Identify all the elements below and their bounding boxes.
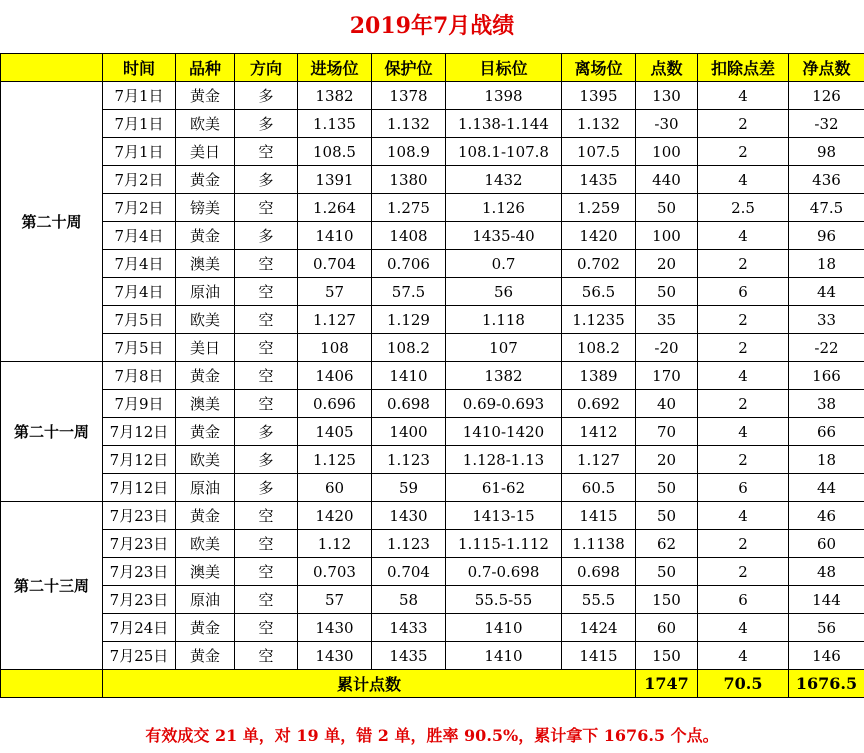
table-cell: 1406 [298, 362, 372, 390]
table-cell: 空 [235, 278, 298, 306]
table-cell: 黄金 [176, 82, 235, 110]
table-cell: 44 [789, 474, 864, 502]
table-cell: 黄金 [176, 222, 235, 250]
table-cell: 空 [235, 306, 298, 334]
table-row [1, 82, 864, 110]
table-cell: 7月12日 [103, 446, 176, 474]
week-label: 第二十一周 [1, 362, 103, 502]
table-cell: 1435 [562, 166, 636, 194]
table-cell: 108.5 [298, 138, 372, 166]
table-cell: 50 [636, 502, 698, 530]
table-cell: 1.128-1.13 [446, 446, 562, 474]
table-cell: 1382 [298, 82, 372, 110]
table-cell: 1.135 [298, 110, 372, 138]
table-cell: 108.2 [562, 334, 636, 362]
table-cell: 1432 [446, 166, 562, 194]
table-cell: 7月4日 [103, 278, 176, 306]
table-cell: 多 [235, 166, 298, 194]
table-cell: 1395 [562, 82, 636, 110]
total-net: 1676.5 [789, 670, 864, 698]
table-cell: 1.125 [298, 446, 372, 474]
table-cell: 1410 [446, 614, 562, 642]
table-cell: 1.126 [446, 194, 562, 222]
table-cell: -30 [636, 110, 698, 138]
table-cell: 1.275 [372, 194, 446, 222]
table-cell: 空 [235, 362, 298, 390]
table-cell: 澳美 [176, 558, 235, 586]
table-cell: 空 [235, 390, 298, 418]
table-cell: 空 [235, 138, 298, 166]
table-cell: 1.138-1.144 [446, 110, 562, 138]
table-cell: 1389 [562, 362, 636, 390]
table-cell: 1424 [562, 614, 636, 642]
table-cell: 黄金 [176, 362, 235, 390]
table-cell: 130 [636, 82, 698, 110]
table-cell: 50 [636, 474, 698, 502]
table-cell: 108.2 [372, 334, 446, 362]
table-cell: 原油 [176, 278, 235, 306]
week-label: 第二十周 [1, 82, 103, 362]
table-cell: 60 [298, 474, 372, 502]
table-cell: 黄金 [176, 418, 235, 446]
column-header: 目标位 [446, 54, 562, 82]
table-cell: 美日 [176, 334, 235, 362]
table-row [1, 166, 864, 194]
table-cell: 1.127 [298, 306, 372, 334]
table-row [1, 306, 864, 334]
table-row [1, 446, 864, 474]
table-cell: 55.5-55 [446, 586, 562, 614]
table-row [1, 586, 864, 614]
table-cell: 7月1日 [103, 110, 176, 138]
table-cell: 18 [789, 446, 864, 474]
table-cell: 33 [789, 306, 864, 334]
table-cell: 20 [636, 446, 698, 474]
table-cell: 1415 [562, 642, 636, 670]
table-cell: 4 [698, 82, 789, 110]
table-cell: 108.9 [372, 138, 446, 166]
table-cell: 1.123 [372, 446, 446, 474]
table-cell: 60 [636, 614, 698, 642]
table-cell: 1.132 [372, 110, 446, 138]
table-cell: 空 [235, 530, 298, 558]
table-cell: 0.703 [298, 558, 372, 586]
table-cell: 空 [235, 642, 298, 670]
table-cell: 4 [698, 614, 789, 642]
table-cell: 0.706 [372, 250, 446, 278]
table-cell: 7月23日 [103, 502, 176, 530]
table-cell: 60 [789, 530, 864, 558]
table-cell: 47.5 [789, 194, 864, 222]
table-cell: 7月25日 [103, 642, 176, 670]
table-row [1, 334, 864, 362]
table-cell: -32 [789, 110, 864, 138]
table-cell: 6 [698, 474, 789, 502]
table-cell: 1420 [562, 222, 636, 250]
table-cell: 1.115-1.112 [446, 530, 562, 558]
table-cell: 60.5 [562, 474, 636, 502]
table-cell: 多 [235, 474, 298, 502]
table-cell: 原油 [176, 474, 235, 502]
table-cell: 0.7-0.698 [446, 558, 562, 586]
week-label: 第二十三周 [1, 502, 103, 670]
table-cell: 150 [636, 586, 698, 614]
table-cell: 4 [698, 502, 789, 530]
table-cell: 1378 [372, 82, 446, 110]
table-cell: 1.132 [562, 110, 636, 138]
table-cell: 7月23日 [103, 530, 176, 558]
table-cell: 1.118 [446, 306, 562, 334]
table-cell: 7月4日 [103, 250, 176, 278]
table-cell: 1410-1420 [446, 418, 562, 446]
table-cell: 98 [789, 138, 864, 166]
table-row [1, 502, 864, 530]
table-cell: 镑美 [176, 194, 235, 222]
table-cell: 57 [298, 278, 372, 306]
table-row [1, 110, 864, 138]
table-cell: 108.1-107.8 [446, 138, 562, 166]
table-cell: 107.5 [562, 138, 636, 166]
table-cell: 38 [789, 390, 864, 418]
column-header [1, 54, 103, 82]
table-cell: 0.702 [562, 250, 636, 278]
table-cell: 2.5 [698, 194, 789, 222]
table-cell: 4 [698, 362, 789, 390]
table-cell: 1430 [372, 502, 446, 530]
table-row [1, 474, 864, 502]
table-cell: 7月12日 [103, 474, 176, 502]
table-cell: 20 [636, 250, 698, 278]
table-cell: 1408 [372, 222, 446, 250]
table-cell: 50 [636, 278, 698, 306]
table-cell: 1.1138 [562, 530, 636, 558]
table-cell: 57.5 [372, 278, 446, 306]
table-cell: 0.7 [446, 250, 562, 278]
table-cell: 0.704 [298, 250, 372, 278]
total-blank-cell [1, 670, 103, 698]
table-row [1, 138, 864, 166]
table-cell: 1415 [562, 502, 636, 530]
table-cell: 56 [789, 614, 864, 642]
table-cell: 1400 [372, 418, 446, 446]
table-cell: 1.259 [562, 194, 636, 222]
table-row [1, 614, 864, 642]
table-cell: 4 [698, 418, 789, 446]
table-cell: 1430 [298, 614, 372, 642]
table-cell: 澳美 [176, 390, 235, 418]
table-row [1, 642, 864, 670]
table-cell: 7月5日 [103, 334, 176, 362]
table-cell: 436 [789, 166, 864, 194]
column-header: 离场位 [562, 54, 636, 82]
page-title: 2019年7月战绩 [349, 13, 515, 39]
column-header: 品种 [176, 54, 235, 82]
table-cell: 0.69-0.693 [446, 390, 562, 418]
table-cell: 空 [235, 586, 298, 614]
table-cell: 2 [698, 446, 789, 474]
results-table [0, 53, 864, 698]
table-cell: 7月2日 [103, 166, 176, 194]
table-cell: 58 [372, 586, 446, 614]
table-cell: 146 [789, 642, 864, 670]
table-row [1, 418, 864, 446]
table-cell: 0.698 [562, 558, 636, 586]
table-cell: 57 [298, 586, 372, 614]
table-cell: 2 [698, 110, 789, 138]
table-cell: 6 [698, 278, 789, 306]
table-cell: 1398 [446, 82, 562, 110]
table-cell: 107 [446, 334, 562, 362]
table-cell: 1391 [298, 166, 372, 194]
table-cell: -22 [789, 334, 864, 362]
table-cell: 美日 [176, 138, 235, 166]
table-row [1, 362, 864, 390]
table-cell: 2 [698, 138, 789, 166]
table-cell: 96 [789, 222, 864, 250]
summary-footer: 有效成交 21 单，对 19 单，错 2 单，胜率 90.5%，累计拿下 1676.5 个点。 [145, 726, 719, 745]
table-cell: 1410 [372, 362, 446, 390]
table-cell: 1.264 [298, 194, 372, 222]
table-cell: 欧美 [176, 530, 235, 558]
table-cell: 1.129 [372, 306, 446, 334]
table-cell: 100 [636, 138, 698, 166]
table-cell: 多 [235, 222, 298, 250]
table-cell: 18 [789, 250, 864, 278]
table-cell: 1380 [372, 166, 446, 194]
table-cell: 1.1235 [562, 306, 636, 334]
table-cell: 7月1日 [103, 82, 176, 110]
column-header: 保护位 [372, 54, 446, 82]
table-cell: 7月8日 [103, 362, 176, 390]
table-cell: 1405 [298, 418, 372, 446]
table-cell: 44 [789, 278, 864, 306]
table-cell: 66 [789, 418, 864, 446]
table-cell: 欧美 [176, 110, 235, 138]
table-cell: 7月12日 [103, 418, 176, 446]
column-header: 点数 [636, 54, 698, 82]
table-cell: 50 [636, 194, 698, 222]
table-cell: 7月2日 [103, 194, 176, 222]
table-cell: 澳美 [176, 250, 235, 278]
table-cell: 0.692 [562, 390, 636, 418]
total-points: 1747 [636, 670, 698, 698]
table-cell: 48 [789, 558, 864, 586]
column-header: 扣除点差 [698, 54, 789, 82]
table-cell: 7月5日 [103, 306, 176, 334]
table-cell: 0.696 [298, 390, 372, 418]
table-cell: 4 [698, 222, 789, 250]
table-cell: 62 [636, 530, 698, 558]
table-cell: 多 [235, 110, 298, 138]
table-cell: 100 [636, 222, 698, 250]
table-row [1, 278, 864, 306]
table-cell: 多 [235, 418, 298, 446]
table-cell: 空 [235, 502, 298, 530]
table-cell: 2 [698, 250, 789, 278]
table-cell: 黄金 [176, 502, 235, 530]
table-cell: 空 [235, 194, 298, 222]
column-header: 方向 [235, 54, 298, 82]
table-row [1, 558, 864, 586]
table-row [1, 194, 864, 222]
table-cell: 7月23日 [103, 558, 176, 586]
header-row [1, 54, 864, 82]
table-cell: 1.123 [372, 530, 446, 558]
table-cell: 1433 [372, 614, 446, 642]
table-row [1, 530, 864, 558]
table-cell: 多 [235, 82, 298, 110]
table-cell: 108 [298, 334, 372, 362]
table-cell: 55.5 [562, 586, 636, 614]
table-cell: 59 [372, 474, 446, 502]
table-cell: 6 [698, 586, 789, 614]
table-cell: 2 [698, 390, 789, 418]
table-cell: 46 [789, 502, 864, 530]
table-cell: 35 [636, 306, 698, 334]
table-cell: 多 [235, 446, 298, 474]
table-cell: 56.5 [562, 278, 636, 306]
total-spread: 70.5 [698, 670, 789, 698]
table-cell: 1.127 [562, 446, 636, 474]
table-cell: 7月9日 [103, 390, 176, 418]
table-cell: 50 [636, 558, 698, 586]
table-cell: 原油 [176, 586, 235, 614]
table-cell: 1412 [562, 418, 636, 446]
table-cell: 4 [698, 642, 789, 670]
table-cell: 1410 [446, 642, 562, 670]
table-cell: 1413-15 [446, 502, 562, 530]
table-cell: 70 [636, 418, 698, 446]
column-header: 时间 [103, 54, 176, 82]
table-cell: 黄金 [176, 166, 235, 194]
table-cell: 150 [636, 642, 698, 670]
table-cell: 空 [235, 614, 298, 642]
table-row [1, 222, 864, 250]
table-cell: 1382 [446, 362, 562, 390]
table-cell: -20 [636, 334, 698, 362]
table-cell: 欧美 [176, 306, 235, 334]
table-cell: 61-62 [446, 474, 562, 502]
table-cell: 7月4日 [103, 222, 176, 250]
table-cell: 40 [636, 390, 698, 418]
table-cell: 7月1日 [103, 138, 176, 166]
table-cell: 黄金 [176, 614, 235, 642]
table-cell: 0.704 [372, 558, 446, 586]
total-label: 累计点数 [103, 670, 636, 698]
table-cell: 1430 [298, 642, 372, 670]
table-cell: 1435-40 [446, 222, 562, 250]
table-cell: 欧美 [176, 446, 235, 474]
table-cell: 2 [698, 558, 789, 586]
total-row [1, 670, 864, 698]
table-cell: 空 [235, 558, 298, 586]
table-cell: 黄金 [176, 642, 235, 670]
table-cell: 4 [698, 166, 789, 194]
table-cell: 2 [698, 530, 789, 558]
table-row [1, 250, 864, 278]
table-cell: 166 [789, 362, 864, 390]
table-cell: 170 [636, 362, 698, 390]
table-cell: 126 [789, 82, 864, 110]
table-cell: 56 [446, 278, 562, 306]
column-header: 净点数 [789, 54, 864, 82]
table-cell: 1.12 [298, 530, 372, 558]
table-cell: 7月23日 [103, 586, 176, 614]
table-cell: 1410 [298, 222, 372, 250]
table-cell: 7月24日 [103, 614, 176, 642]
column-header: 进场位 [298, 54, 372, 82]
table-cell: 空 [235, 334, 298, 362]
table-cell: 1435 [372, 642, 446, 670]
table-cell: 144 [789, 586, 864, 614]
table-cell: 1420 [298, 502, 372, 530]
table-cell: 0.698 [372, 390, 446, 418]
table-cell: 空 [235, 250, 298, 278]
table-cell: 2 [698, 306, 789, 334]
table-cell: 2 [698, 334, 789, 362]
table-row [1, 390, 864, 418]
table-cell: 440 [636, 166, 698, 194]
